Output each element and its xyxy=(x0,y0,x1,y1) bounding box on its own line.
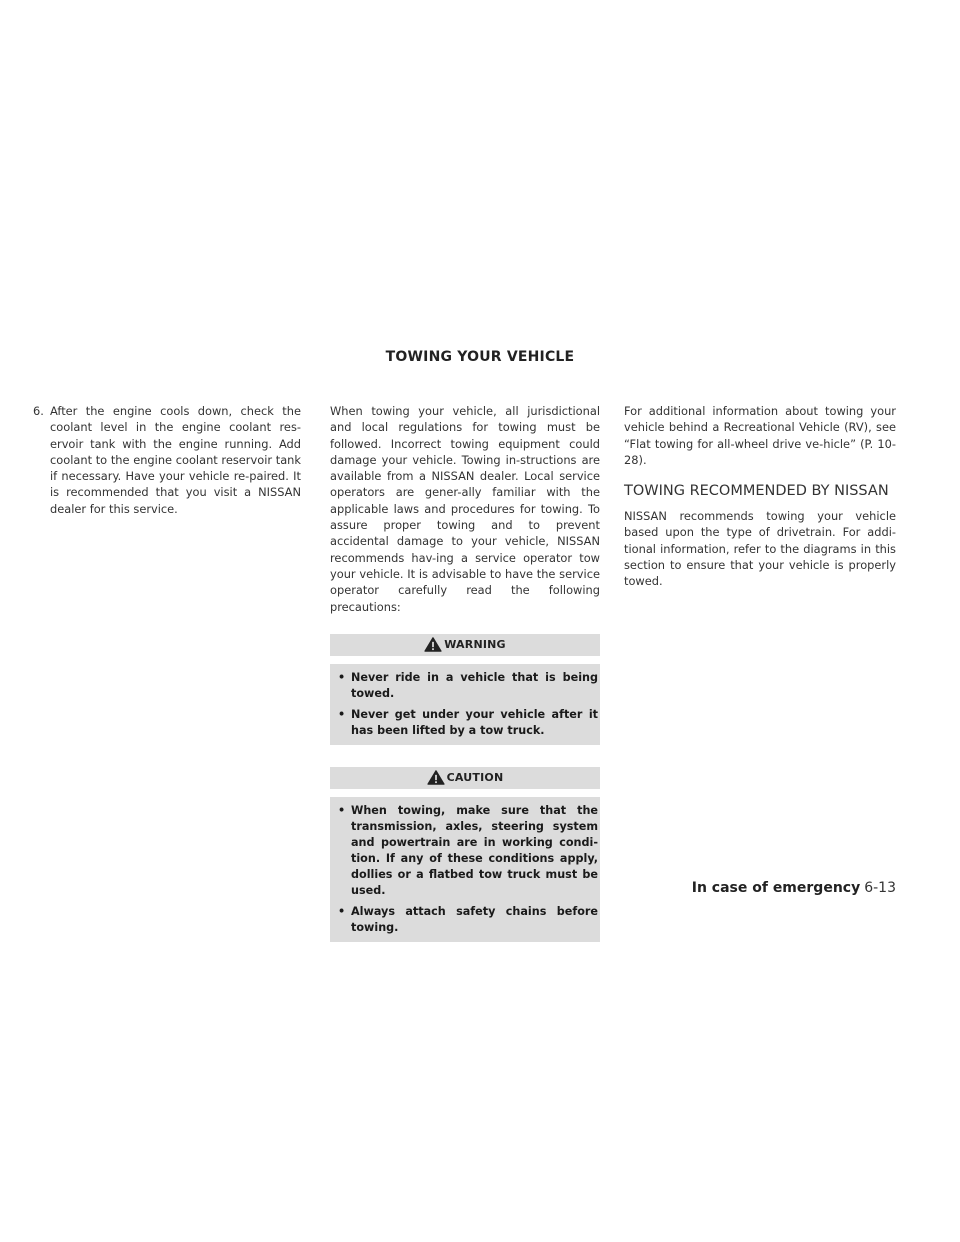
column-2 xyxy=(330,403,600,942)
caution-box xyxy=(330,797,600,942)
caution-label: CAUTION xyxy=(446,770,504,784)
warning-box xyxy=(330,664,600,745)
list-item: • Always attach safety chains before towing. xyxy=(338,904,598,934)
page-footer xyxy=(692,880,896,896)
rv-towing-paragraph: For additional information about towing your vehicle behind a Recreational Vehicle (RV), see “Flat towing for all-wheel drive ve-hicle” (P. 10-28). xyxy=(624,404,896,467)
page-number: 6-13 xyxy=(864,880,896,896)
chapter-title: In case of emergency xyxy=(691,880,861,896)
warning-header xyxy=(330,634,600,656)
section-title: TOWING YOUR VEHICLE xyxy=(385,349,575,365)
warning-triangle-icon xyxy=(424,637,442,652)
caution-header xyxy=(330,767,600,789)
warning-triangle-icon xyxy=(427,770,445,785)
numbered-step xyxy=(33,403,301,517)
list-item: • Never get under your vehicle after it has been lifted by a tow truck. xyxy=(338,707,598,737)
step-text: After the engine cools down, check the coolant level in the engine coolant res-ervoir tank with the engine running. Add coolant to the engine coolant reservoir tank if necessary. Have your vehicle re-paired. It is recommended that you visit a NISSAN dealer for this service. xyxy=(50,404,301,516)
step-number: 6. xyxy=(33,404,44,418)
list-item: • When towing, make sure that the transmission, axles, steering system and powertrain are in working condi-tion. If any of these conditions apply, dollies or a flatbed tow truck must be used. xyxy=(338,803,598,897)
warning-label: WARNING xyxy=(444,637,506,651)
subheading: TOWING RECOMMENDED BY NISSAN xyxy=(624,483,889,500)
nissan-recommends-paragraph: NISSAN recommends towing your vehicle based upon the type of drivetrain. For addi-tional information, refer to the diagrams in this section to ensure that your vehicle is properly towed. xyxy=(624,509,896,589)
column-1 xyxy=(33,403,301,517)
list-item: • Never ride in a vehicle that is being towed. xyxy=(338,670,598,700)
column-3 xyxy=(624,403,896,590)
towing-intro-paragraph: When towing your vehicle, all jurisdictional and local regulations for towing must be followed. Incorrect towing equipment could damage your vehicle. Towing in-structions are available from a NISSAN dealer. Local service operators are gener-ally familiar with the applicable laws and procedures for towing. To assure proper towing and to prevent accidental damage to your vehicle, NISSAN recommends hav-ing a service operator tow your vehicle. It is advisable to have the service operator carefully read the following precautions: xyxy=(330,404,600,614)
